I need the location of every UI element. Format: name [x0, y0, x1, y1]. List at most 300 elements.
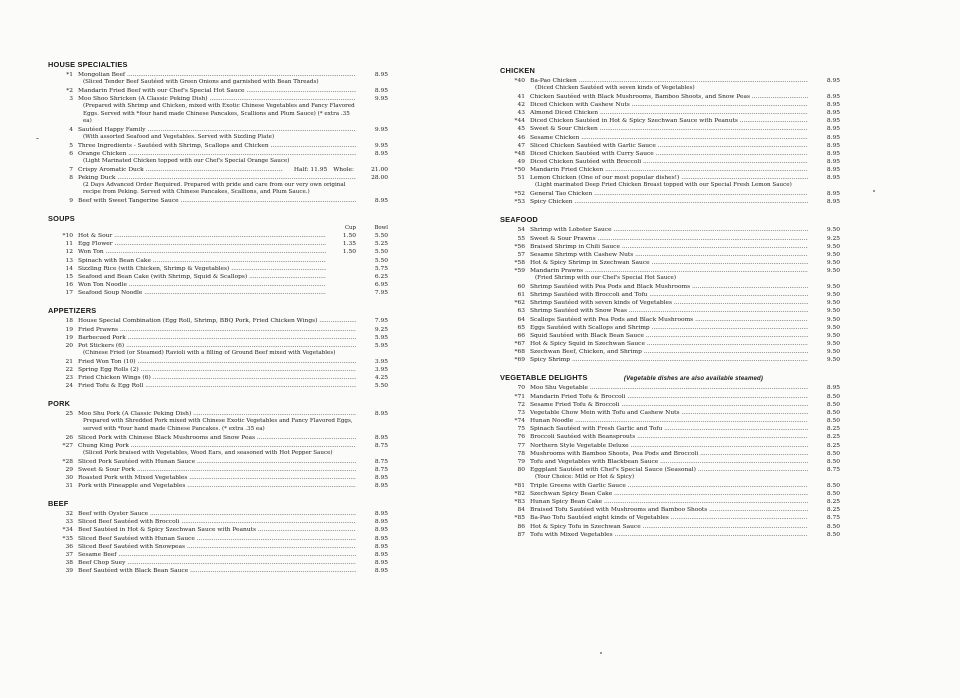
item-name: Sesame Fried Tofu & Broccoli ..... [530, 401, 808, 409]
item-number: 84 [517, 507, 525, 514]
menu-item-row [500, 332, 840, 340]
item-price: 5.95 [374, 342, 388, 349]
item-price: 8.50 [826, 418, 840, 425]
menu-item-row [500, 393, 840, 401]
menu-item-row [500, 307, 840, 315]
item-name: Sliced Chicken Sautéed with Garlic Sauce ..... [530, 142, 808, 150]
item-price: 8.95 [826, 134, 840, 141]
item-name: Hot & Sour ..... [78, 232, 326, 240]
item-price: 9.50 [826, 260, 840, 266]
menu-item-row [48, 87, 388, 95]
menu-item-row [500, 93, 840, 101]
item-number: 11 [65, 241, 73, 248]
item-name: Mandarin Fried Beef with our Chef's Special Hot Sauce ..... [78, 87, 356, 95]
item-price: 8.95 [826, 101, 840, 108]
menu-item-row [48, 326, 388, 334]
paper-speck [873, 190, 875, 192]
item-price: 8.95 [374, 198, 388, 204]
item-name: Beef Sautéed in Hot & Spicy Szechwan Sauce with Peanuts ..... [78, 526, 356, 534]
item-number: 12 [65, 249, 73, 256]
menu-item-row [500, 291, 840, 299]
item-price: 9.50 [826, 308, 840, 315]
menu-item-row [500, 348, 840, 356]
menu-item-row [500, 433, 840, 441]
menu-item-row [500, 259, 840, 267]
item-name: Sliced Beef Sautéed with Hunan Sauce ..... [78, 535, 356, 543]
menu-item-row [500, 109, 840, 117]
cup-price: 1.50 [342, 233, 356, 240]
menu-item-row [48, 248, 388, 256]
item-price: 8.95 [826, 118, 840, 125]
menu-item-row [500, 417, 840, 425]
bowl-price: 6.95 [374, 282, 388, 289]
item-name: Sautéed Happy Family ..... [78, 126, 356, 134]
item-number: *27 [62, 442, 73, 449]
item-number: 22 [65, 366, 73, 373]
bowl-price: 5.50 [374, 257, 388, 264]
item-price: 9.50 [826, 316, 840, 323]
item-name: Barbecued Pork ..... [78, 334, 356, 342]
left-column [48, 60, 388, 584]
menu-item-row [500, 77, 840, 85]
item-number: *56 [514, 243, 525, 250]
item-price: 9.25 [374, 326, 388, 333]
item-number: 64 [517, 316, 525, 323]
item-number: 37 [65, 551, 73, 558]
item-number: *85 [514, 515, 525, 522]
item-name: Braised Shrimp in Chili Sauce ..... [530, 243, 808, 251]
menu-item-row [500, 409, 840, 417]
item-name: Almond Diced Chicken ..... [530, 109, 808, 117]
item-description: (Chinese Fried (or Steamed) Ravioli with a filling of Ground Beef mixed with Vegetables) [83, 350, 336, 357]
menu-item-row [48, 442, 388, 450]
menu-item-row [48, 232, 388, 240]
section-house-specialties [48, 60, 388, 205]
item-name: Shrimp Sautéed with Pea Pods and Black Mushrooms ..... [530, 283, 808, 291]
menu-item-row [500, 523, 840, 531]
item-description: (Sliced Pork braised with Vegetables, Wood Ears, and seasoned with Hot Pepper Sauce) [83, 449, 333, 456]
menu-item-row [500, 142, 840, 150]
menu-item-row [500, 198, 840, 206]
item-number: *59 [514, 268, 525, 275]
item-price: 8.95 [374, 527, 388, 534]
item-price: 8.75 [374, 442, 388, 449]
item-number: *44 [514, 118, 525, 125]
item-price: 9.95 [374, 95, 388, 102]
section-title: SOUPS [48, 214, 75, 224]
item-number: *83 [514, 499, 525, 506]
item-name: Vegetable Chow Mein with Tofu and Cashew Nuts ..... [530, 409, 808, 417]
section-appetizers [48, 306, 388, 390]
menu-item-row [500, 150, 840, 158]
item-name: Moo Shu Pork (A Classic Peking Dish) ..... [78, 410, 356, 418]
item-name: Triple Greens with Garlic Sauce ..... [530, 482, 808, 490]
item-price: 8.50 [826, 450, 840, 457]
menu-item-row [500, 125, 840, 133]
item-price: 9.50 [826, 341, 840, 347]
item-price: 8.50 [826, 531, 840, 538]
item-number: 77 [517, 442, 525, 449]
menu-item-row [500, 226, 840, 234]
item-number: 70 [517, 385, 525, 392]
cup-label: Cup [344, 225, 356, 232]
item-price: 8.75 [374, 458, 388, 465]
item-number: *68 [514, 349, 525, 356]
menu-item-row [48, 410, 388, 418]
paper-speck [600, 652, 602, 654]
item-number: 57 [517, 251, 525, 258]
item-name: Diced Chicken Sautéed with Curry Sauce ..... [530, 150, 808, 158]
item-price: 8.95 [374, 511, 388, 518]
menu-item-row [500, 101, 840, 109]
item-price: 7.95 [374, 318, 388, 325]
menu-item-row [500, 243, 840, 251]
item-price: 9.50 [826, 357, 840, 364]
item-name: Sliced Beef Sautéed with Snowpeas ..... [78, 543, 356, 551]
item-price: 8.95 [374, 72, 388, 78]
item-price: 8.50 [826, 458, 840, 465]
menu-item-row [500, 340, 840, 348]
item-name: Mushrooms with Bamboo Shoots, Pea Pods and Broccoli ..... [530, 450, 808, 458]
section-beef [48, 499, 388, 575]
item-name: Chicken Sautéed with Black Mushrooms, Bamboo Shoots, and Snow Peas ..... [530, 93, 808, 101]
item-number: 8 [69, 174, 73, 181]
item-number: 42 [517, 101, 525, 108]
item-number: 31 [65, 482, 73, 489]
item-price: 8.50 [826, 482, 840, 489]
item-name: Mandarin Fried Tofu & Broccoli ..... [530, 393, 808, 401]
item-number: 24 [65, 383, 73, 390]
item-list [48, 232, 388, 297]
menu-item-row [48, 510, 388, 518]
item-number: 47 [517, 142, 525, 149]
item-name: Mandarin Prawns ..... [530, 267, 808, 275]
item-name: Roasted Pork with Mixed Vegetables ..... [78, 474, 356, 482]
menu-item-row [500, 251, 840, 259]
section-subtitle: (Vegetable dishes are also available steamed) [623, 376, 764, 383]
item-name: Pot Stickers (6) ..... [78, 342, 356, 350]
item-price: 8.95 [374, 568, 388, 575]
item-number: 76 [517, 434, 525, 441]
menu-item-row [48, 543, 388, 551]
menu-item-row [48, 71, 388, 79]
item-number: 32 [65, 511, 73, 518]
item-name: Diced Chicken with Cashew Nuts ..... [530, 101, 808, 109]
menu-item-row [48, 559, 388, 567]
menu-item-row [500, 450, 840, 458]
item-list [48, 510, 388, 575]
item-price: 8.95 [826, 142, 840, 149]
item-name: Beef Chop Suey ..... [78, 559, 356, 567]
item-name: Fried Prawns ..... [78, 326, 356, 334]
item-number: 87 [517, 531, 525, 538]
item-price: 9.95 [374, 126, 388, 133]
item-price: 9.50 [826, 324, 840, 331]
item-price: 8.95 [826, 110, 840, 117]
menu-item-row [500, 425, 840, 433]
menu-item-row [500, 166, 840, 174]
menu-item-row [48, 197, 388, 205]
item-name: Spinach with Bean Cake ..... [78, 257, 326, 265]
item-price: 3.95 [374, 358, 388, 365]
item-name: Northern Style Vegetable Deluxe ..... [530, 442, 808, 450]
item-price: 8.75 [374, 466, 388, 473]
section-title: CHICKEN [500, 66, 536, 75]
section-vegetable-delights [500, 373, 840, 538]
item-number: 79 [517, 458, 525, 465]
menu-item-row [500, 299, 840, 307]
item-number: 29 [65, 466, 73, 473]
item-price: 3.95 [374, 366, 388, 373]
item-number: 19 [65, 334, 73, 341]
item-number: *48 [514, 150, 525, 157]
section-chicken [500, 66, 840, 206]
item-name: Scallops Sautéed with Pea Pods and Black Mushrooms ..... [530, 316, 808, 324]
item-number: 80 [517, 467, 525, 474]
menu-item-row [500, 466, 840, 474]
bowl-price: 7.95 [374, 290, 388, 297]
item-number: *28 [62, 458, 73, 465]
menu-item-row [48, 142, 388, 150]
item-price: 8.25 [826, 434, 840, 441]
item-price: 8.95 [826, 126, 840, 133]
menu-item-row [500, 283, 840, 291]
item-list [48, 317, 388, 390]
item-name: Hot & Spicy Tofu in Szechwan Sauce ..... [530, 523, 808, 531]
item-number: 19 [65, 326, 73, 333]
item-number: 30 [65, 474, 73, 481]
item-name: Sesame Chicken ..... [530, 134, 808, 142]
item-name: Sliced Pork Sautéed with Hunan Sauce ..... [78, 458, 356, 466]
item-price: 8.50 [826, 401, 840, 408]
item-price: 9.25 [826, 235, 840, 242]
item-number: *71 [514, 393, 525, 400]
item-name: Eggs Sautéed with Scallops and Shrimp ..... [530, 324, 808, 332]
menu-item-row [500, 356, 840, 364]
item-price: 8.95 [826, 385, 840, 392]
item-name: Beef with Oyster Sauce ..... [78, 510, 356, 518]
pen-mark [36, 138, 39, 139]
menu-item-row [48, 265, 388, 273]
item-name: Spring Egg Rolls (2) ..... [78, 366, 356, 374]
item-number: 17 [65, 290, 73, 297]
item-price: 8.95 [374, 482, 388, 489]
item-number: 36 [65, 543, 73, 550]
item-price: 8.95 [374, 519, 388, 526]
item-price: 8.25 [826, 426, 840, 433]
menu-item-row [48, 526, 388, 534]
item-price: 8.95 [374, 411, 388, 418]
item-price: 9.50 [826, 243, 840, 250]
item-number: 23 [65, 374, 73, 381]
item-name: Hunan Noodle ..... [530, 417, 808, 425]
item-number: 54 [517, 227, 525, 234]
menu-item-row [48, 482, 388, 490]
item-name: Sliced Beef Sautéed with Broccoli ..... [78, 518, 356, 526]
item-description: (With assorted Seafood and Vegetables. Served with Sizzling Plate) [83, 134, 275, 140]
item-price: 4.25 [374, 374, 388, 381]
menu-item-row [500, 514, 840, 522]
menu-item-row [48, 281, 388, 289]
item-number: 63 [517, 308, 525, 315]
menu-item-row [500, 235, 840, 243]
menu-item-row [500, 117, 840, 125]
item-name: Mandarin Fried Chicken ..... [530, 166, 808, 174]
cup-price: 1.35 [342, 241, 356, 248]
item-price: 8.95 [826, 167, 840, 174]
menu-item-row [500, 324, 840, 332]
item-number: 21 [65, 358, 73, 365]
item-number: 26 [65, 434, 73, 441]
item-price: 8.95 [826, 199, 840, 206]
item-number: *81 [514, 482, 525, 489]
item-name: Sweet & Sour Chicken ..... [530, 125, 808, 133]
item-price: 8.95 [826, 150, 840, 157]
section-title: HOUSE SPECIALTIES [48, 60, 128, 69]
item-name: Ba-Pao Chicken ..... [530, 77, 808, 85]
bowl-price: 6.25 [374, 273, 388, 280]
item-name: House Special Combination (Egg Roll, Shrimp, BBQ Pork, Fried Chicken Wings) ..... [78, 317, 356, 325]
item-number: *58 [514, 260, 525, 266]
menu-item-row [48, 474, 388, 482]
item-number: 49 [517, 159, 525, 165]
menu-item-row [500, 316, 840, 324]
item-number: 75 [517, 426, 525, 433]
item-number: 14 [65, 265, 73, 272]
item-price: 8.95 [374, 87, 388, 94]
section-title-text: VEGETABLE DELIGHTS [500, 373, 588, 383]
item-number: 60 [517, 283, 525, 290]
item-description: (Sliced Tender Beef Sautéed with Green Onions and garnished with Bean Threads) [83, 79, 319, 86]
menu-item-row [48, 150, 388, 158]
item-description: (Your Choice: Mild or Hot & Spicy) [535, 474, 635, 481]
item-name: Diced Chicken Sautéed in Hot & Spicy Szechwan Sauce with Peanuts ..... [530, 117, 808, 125]
item-list [500, 226, 840, 364]
item-description: (Prepared with Shrimp and Chicken, mixed with Exotic Chinese Vegetables and Fancy Flavored Eggs. Served with *four hand made Chinese Pancakes, Scallions and Plum Sauce) (* extra .35 ea) [83, 103, 355, 125]
item-number: *40 [514, 78, 525, 84]
menu-item-row [48, 458, 388, 466]
item-number: 45 [517, 126, 525, 133]
item-number: 20 [65, 342, 73, 349]
item-price: 8.95 [374, 474, 388, 481]
bowl-price: 5.25 [374, 241, 388, 248]
menu-item-row [48, 434, 388, 442]
menu-item-row [48, 567, 388, 575]
item-number: *1 [66, 72, 73, 78]
item-description: (2 Days Advanced Order Required. Prepared with pride and care from our very own original recipe from Peking. Served with Chinese Pancakes, Scallions, and Plum Sauce.) [83, 181, 346, 196]
menu-item-row [500, 531, 840, 539]
section-soups [48, 214, 388, 297]
item-price: 8.25 [826, 499, 840, 506]
item-number: 33 [65, 519, 73, 526]
item-price: 9.50 [826, 300, 840, 307]
item-number: 73 [517, 409, 525, 416]
menu-item-row [48, 342, 388, 350]
item-name: Sesame Beef ..... [78, 551, 356, 559]
item-name: Hot & Spicy Shrimp in Szechwan Sauce ..... [530, 259, 808, 267]
item-description: (Light Marinated Chicken topped with our Chef's Special Orange Sauce) [83, 157, 290, 164]
item-price: 9.50 [826, 283, 840, 290]
item-name: Lemon Chicken (One of our most popular dishes!) ..... [530, 174, 808, 182]
item-name: Pork with Pineapple and Vegetables ..... [78, 482, 356, 490]
menu-item-row [500, 158, 840, 166]
bowl-label: Bowl [374, 225, 388, 232]
item-name: Sweet & Sour Pork ..... [78, 466, 356, 474]
menu-item-row [500, 482, 840, 490]
menu-item-row [500, 190, 840, 198]
item-name: Orange Chicken ..... [78, 150, 356, 158]
item-name: Hot & Spicy Squid in Szechwan Sauce ..... [530, 340, 808, 348]
section-title [500, 373, 840, 382]
item-number: 15 [65, 273, 73, 280]
item-price: 8.50 [826, 490, 840, 497]
item-number: 6 [69, 150, 73, 157]
item-price: 8.95 [826, 175, 840, 182]
menu-item-row [500, 506, 840, 514]
item-price: 8.50 [826, 409, 840, 416]
menu-item-row [48, 535, 388, 543]
menu-item-row [48, 126, 388, 134]
item-price: 8.75 [826, 515, 840, 522]
item-name: Fried Chicken Wings (6) ..... [78, 374, 356, 382]
item-price: 8.95 [374, 535, 388, 542]
item-name: Shrimp Sautéed with seven kinds of Vegetables ..... [530, 299, 808, 307]
item-name: Moo Shoo Shricken (A Classic Peking Dish) ..... [78, 95, 356, 103]
menu-item-row [48, 466, 388, 474]
section-seafood [500, 215, 840, 364]
item-price: 9.50 [826, 251, 840, 258]
item-name: Szechwan Spicy Bean Cake ..... [530, 490, 808, 498]
menu-item-row [48, 289, 388, 297]
bowl-price: 5.50 [374, 233, 388, 240]
item-name: Braised Tofu Sautéed with Mushrooms and Bamboo Shoots ..... [530, 506, 808, 514]
item-number: 72 [517, 401, 525, 408]
item-number: *2 [66, 87, 73, 94]
item-number: 66 [517, 332, 525, 339]
item-number: *34 [62, 527, 73, 534]
item-number: 46 [517, 134, 525, 141]
menu-item-row [48, 240, 388, 248]
menu-item-row [48, 174, 388, 182]
item-price: 8.95 [374, 150, 388, 157]
item-name: Sliced Pork with Chinese Black Mushrooms and Snow Peas ..... [78, 434, 356, 442]
item-number: *10 [62, 233, 73, 240]
item-price: 8.50 [826, 393, 840, 400]
menu-item-row [500, 384, 840, 392]
item-name: Beef Sautéed with Black Bean Sauce ..... [78, 567, 356, 575]
item-price: 8.95 [374, 560, 388, 567]
menu-item-row [500, 498, 840, 506]
whole-label: Whole: [333, 166, 354, 173]
item-description: (Light marinated Deep Fried Chicken Breast topped with our Special Fresh Lemon Sauce) [535, 182, 792, 189]
item-price: 9.50 [826, 268, 840, 275]
menu-item-row [500, 401, 840, 409]
item-name: Mongolian Beef ..... [78, 71, 356, 79]
item-number: 9 [69, 198, 73, 204]
item-price: 8.95 [826, 78, 840, 84]
section-title: APPETIZERS [48, 306, 97, 316]
item-price: 8.50 [826, 523, 840, 530]
menu-item-row [500, 134, 840, 142]
item-name: Szechwan Beef, Chicken, and Shrimp ..... [530, 348, 808, 356]
menu-item-row [48, 551, 388, 559]
item-number: 41 [517, 93, 525, 100]
item-number: *82 [514, 490, 525, 497]
item-price: 8.95 [826, 93, 840, 100]
item-name: Peking Duck ..... [78, 174, 356, 182]
item-number: 86 [517, 523, 525, 530]
menu-item-row [48, 257, 388, 265]
